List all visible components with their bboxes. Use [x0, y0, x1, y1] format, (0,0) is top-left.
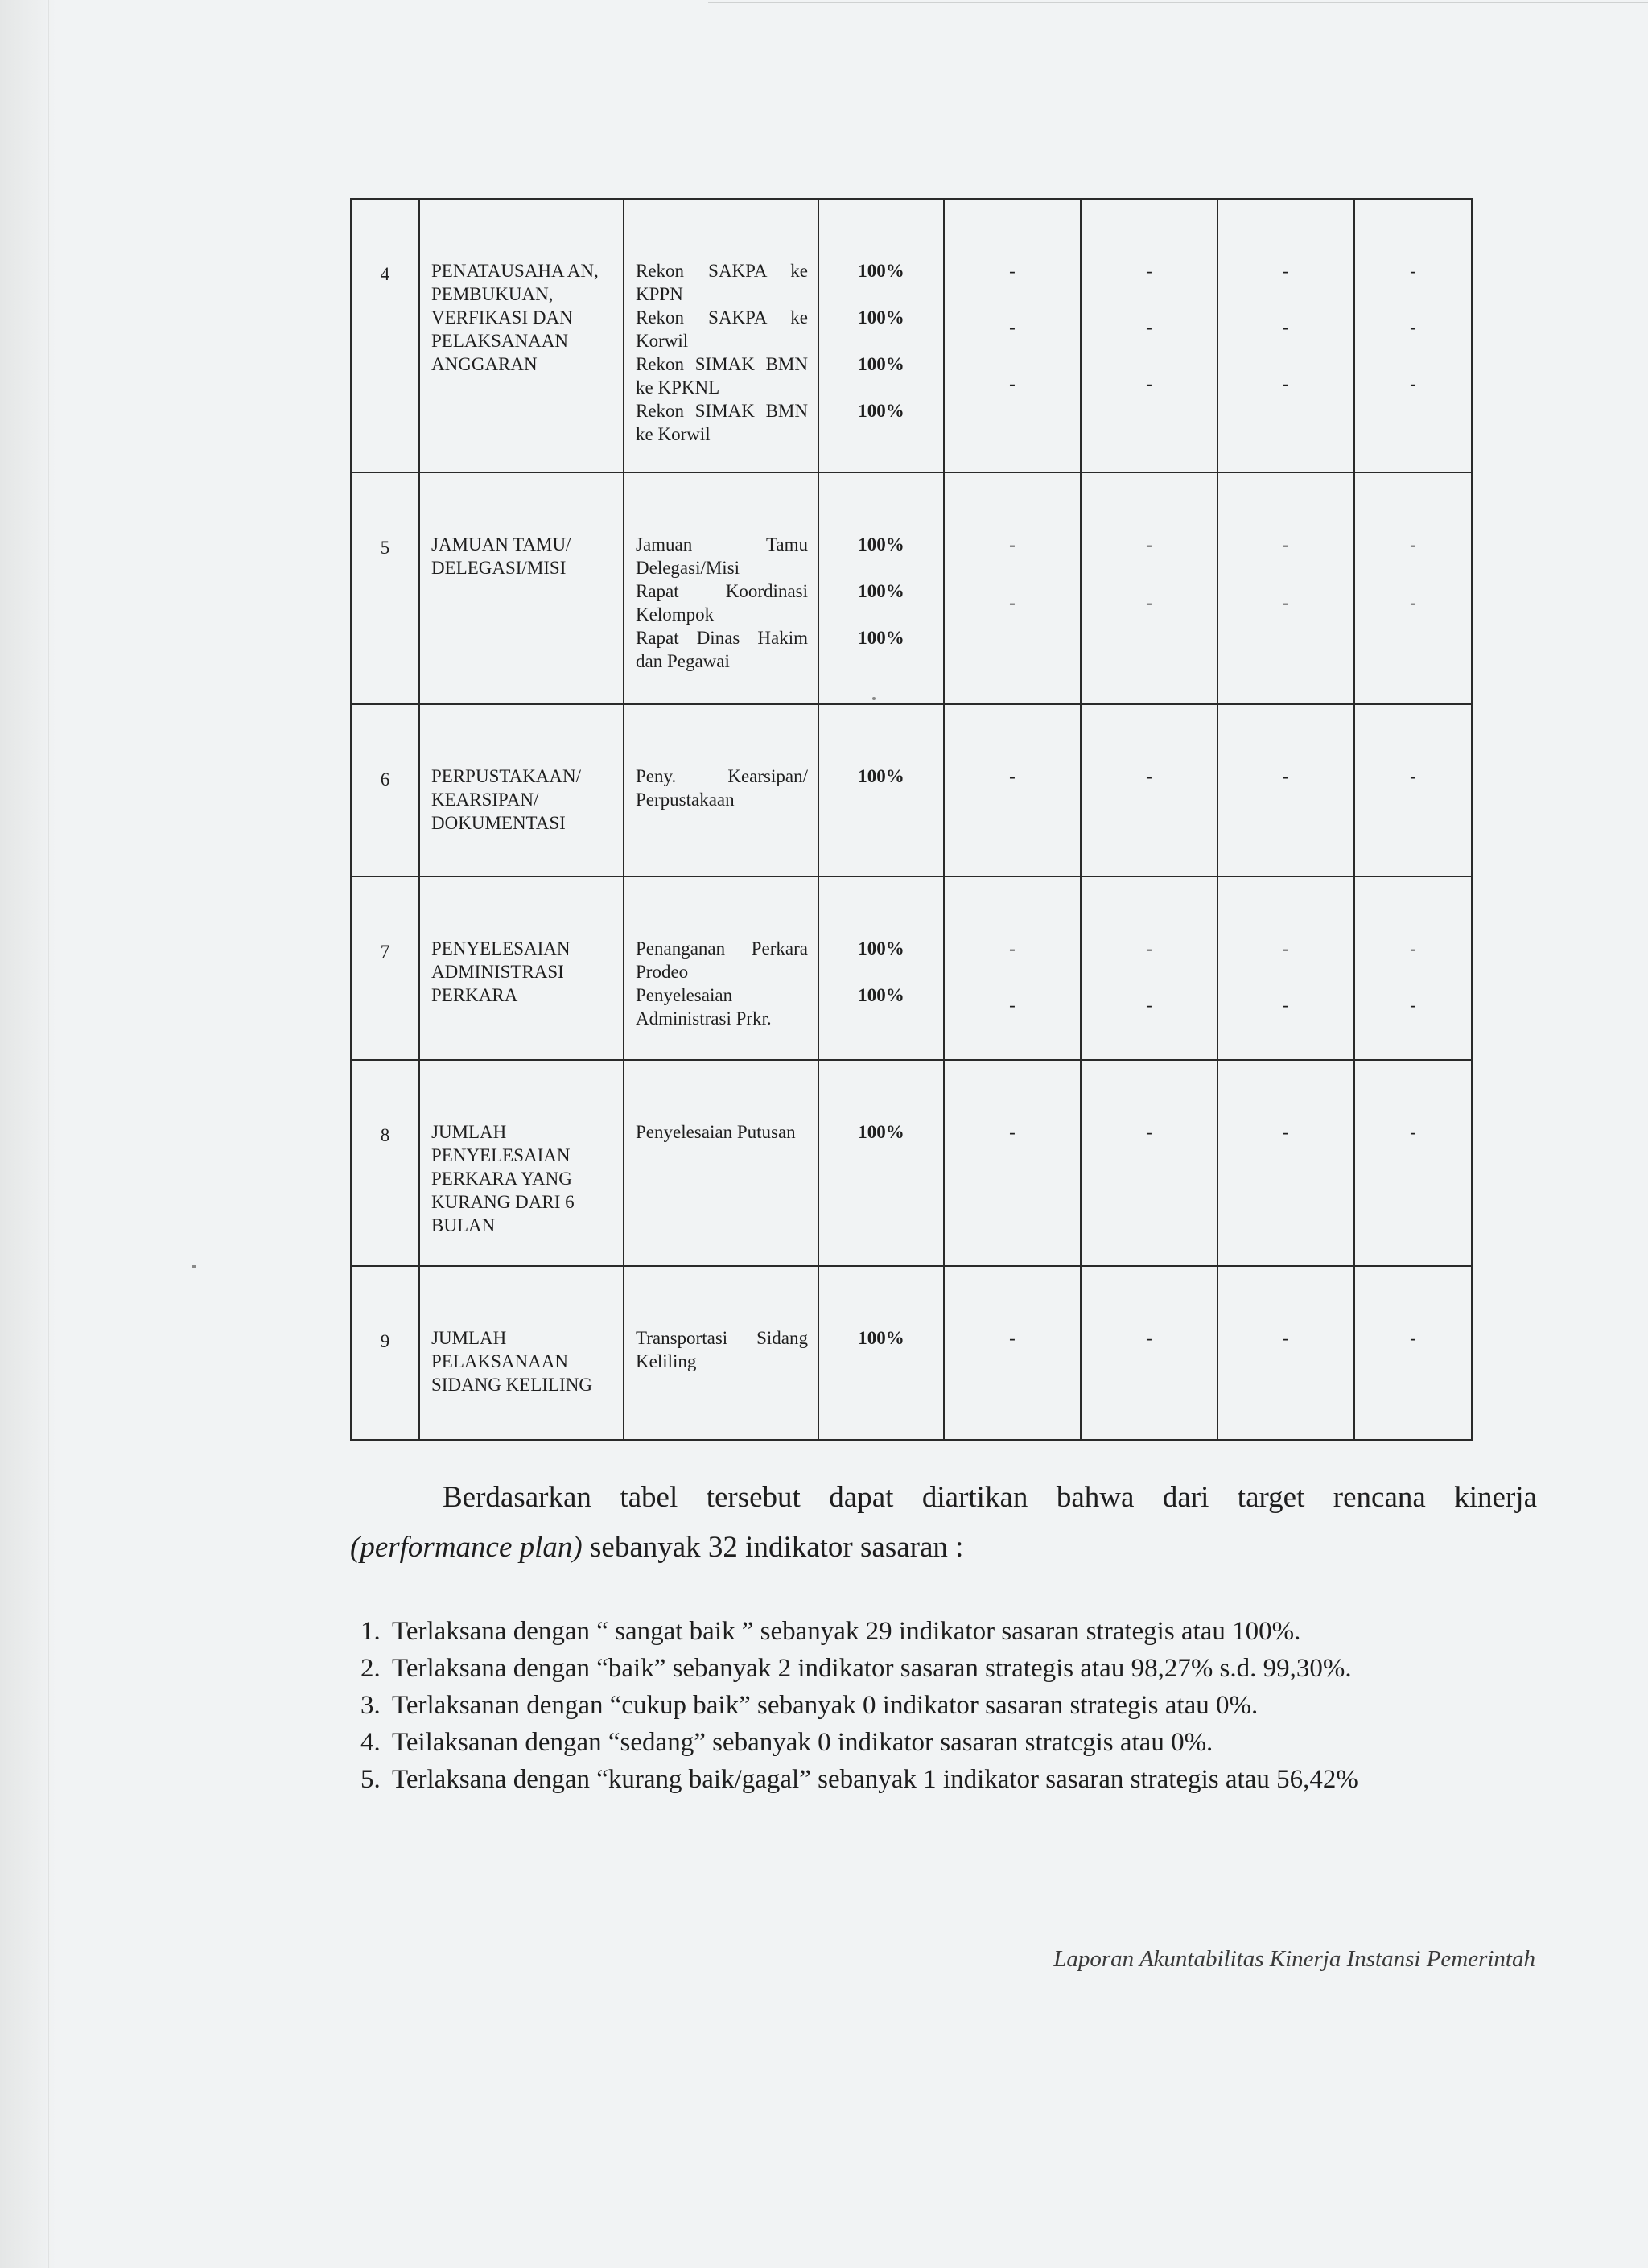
target-value: 100%: [858, 985, 904, 1005]
dash-mark: -: [1009, 592, 1016, 612]
paragraph-rest: sebanyak 32 indikator sasaran :: [582, 1531, 964, 1564]
dash-mark: -: [1283, 995, 1289, 1015]
dash-mark: -: [1146, 534, 1152, 555]
dash-mark: -: [1410, 373, 1416, 394]
row-number: 6: [351, 704, 419, 876]
row-number: 8: [351, 1060, 419, 1266]
dash-mark: -: [1009, 766, 1016, 786]
row-number: 4: [351, 199, 419, 472]
table-row: [351, 199, 1472, 472]
dash-mark: -: [1009, 1328, 1016, 1348]
activity-item: Rekon SAKPA ke KPPN: [636, 261, 808, 304]
realisasi-cell: [1081, 199, 1217, 472]
realisasi-cell: [944, 1266, 1081, 1440]
realisasi-cell: [1081, 1266, 1217, 1440]
activity-cell: [624, 199, 818, 472]
program-name: JAMUAN TAMU/ DELEGASI/MISI: [419, 472, 624, 704]
summary-item: 1. Terlaksana dengan “ sangat baik ” sebanyak 29 indikator sasaran strategis atau 100%.: [387, 1613, 1594, 1650]
realisasi-cell: [1217, 1266, 1354, 1440]
dash-mark: -: [1410, 1328, 1416, 1348]
target-value: 100%: [858, 628, 904, 648]
dash-mark: -: [1283, 373, 1289, 394]
target-value: 100%: [858, 401, 904, 421]
dash-mark: -: [1283, 938, 1289, 959]
realisasi-cell: [1354, 1266, 1472, 1440]
activity-cell: [624, 1266, 818, 1440]
summary-list: [350, 1613, 1594, 1798]
target-value: 100%: [858, 581, 904, 601]
realisasi-cell: [1217, 199, 1354, 472]
activity-item: Rapat Dinas Hakim dan Pegawai: [636, 628, 808, 671]
dash-mark: -: [1410, 592, 1416, 612]
program-name: PERPUSTAKAAN/ KEARSIPAN/ DOKUMENTASI: [419, 704, 624, 876]
target-cell: [818, 1266, 944, 1440]
scan-edge: [0, 0, 49, 2268]
activity-cell: [624, 876, 818, 1060]
dash-mark: -: [1009, 1122, 1016, 1142]
dash-mark: -: [1410, 261, 1416, 281]
table-row: [351, 704, 1472, 876]
activity-item: Penyelesaian Administrasi Prkr.: [636, 985, 772, 1029]
program-name: JUMLAH PENYELESAIAN PERKARA YANG KURANG DARI 6 BULAN: [419, 1060, 624, 1266]
realisasi-cell: [944, 876, 1081, 1060]
activity-item: Penyelesaian Putusan: [636, 1122, 796, 1142]
realisasi-cell: [1354, 704, 1472, 876]
dash-mark: -: [1009, 261, 1016, 281]
realisasi-cell: [1217, 472, 1354, 704]
realisasi-cell: [1354, 876, 1472, 1060]
dash-mark: -: [1410, 1122, 1416, 1142]
summary-item: 5. Terlaksana dengan “kurang baik/gagal” sebanyak 1 indikator sasaran strategis atau 56,42%: [387, 1761, 1594, 1798]
realisasi-cell: [1081, 704, 1217, 876]
realisasi-cell: [1081, 876, 1217, 1060]
dash-mark: -: [1009, 938, 1016, 959]
realisasi-cell: [944, 704, 1081, 876]
conclusion-paragraph: [350, 1473, 1537, 1573]
target-cell: [818, 704, 944, 876]
dash-mark: -: [1146, 261, 1152, 281]
realisasi-cell: [1217, 876, 1354, 1060]
scan-speck: [872, 697, 876, 700]
target-value: 100%: [858, 354, 904, 374]
table-row: [351, 472, 1472, 704]
performance-table: [350, 198, 1473, 1441]
realisasi-cell: [1217, 1060, 1354, 1266]
table-row: [351, 1060, 1472, 1266]
summary-item: 2. Terlaksana dengan “baik” sebanyak 2 indikator sasaran strategis atau 98,27% s.d. 99,30%.: [387, 1650, 1594, 1687]
activity-item: Penanganan Perkara Prodeo: [636, 938, 808, 982]
activity-cell: [624, 1060, 818, 1266]
target-value: 100%: [858, 766, 904, 786]
paragraph-line-1: Berdasarkan tabel tersebut dapat diartikan bahwa dari target rencana kinerja: [443, 1481, 1537, 1514]
activity-item: Jamuan Tamu Delegasi/Misi: [636, 534, 808, 578]
dash-mark: -: [1283, 766, 1289, 786]
activity-item: Peny. Kearsipan/ Perpustakaan: [636, 766, 808, 810]
target-cell: [818, 1060, 944, 1266]
dash-mark: -: [1146, 317, 1152, 337]
paragraph-italic: (performance plan): [350, 1531, 583, 1564]
target-cell: [818, 876, 944, 1060]
target-cell: [818, 199, 944, 472]
dash-mark: -: [1146, 938, 1152, 959]
target-value: 100%: [858, 307, 904, 328]
activity-item: Rekon SIMAK BMN ke KPKNL: [636, 354, 808, 398]
dash-mark: -: [1410, 938, 1416, 959]
dash-mark: -: [1283, 534, 1289, 555]
target-value: 100%: [858, 938, 904, 959]
target-cell: [818, 472, 944, 704]
activity-item: Rekon SIMAK BMN ke Korwil: [636, 401, 808, 444]
summary-item: 3. Terlaksanan dengan “cukup baik” sebanyak 0 indikator sasaran strategis atau 0%.: [387, 1687, 1594, 1724]
activity-item: Transportasi Sidang Keliling: [636, 1328, 808, 1371]
activity-cell: [624, 472, 818, 704]
target-value: 100%: [858, 261, 904, 281]
dash-mark: -: [1009, 534, 1016, 555]
activity-item: Rapat Koordinasi Kelompok: [636, 581, 808, 625]
dash-mark: -: [1146, 1328, 1152, 1348]
dash-mark: -: [1146, 373, 1152, 394]
target-value: 100%: [858, 1328, 904, 1348]
table-row: [351, 1266, 1472, 1440]
scan-top-line: [708, 2, 1648, 3]
realisasi-cell: [1081, 472, 1217, 704]
dash-mark: -: [1146, 592, 1152, 612]
dash-mark: -: [1146, 995, 1152, 1015]
realisasi-cell: [944, 199, 1081, 472]
dash-mark: -: [1283, 317, 1289, 337]
activity-item: Rekon SAKPA ke Korwil: [636, 307, 808, 351]
realisasi-cell: [1217, 704, 1354, 876]
dash-mark: -: [1283, 1122, 1289, 1142]
dash-mark: -: [1410, 534, 1416, 555]
dash-mark: -: [1283, 1328, 1289, 1348]
dash-mark: -: [1146, 1122, 1152, 1142]
realisasi-cell: [1354, 199, 1472, 472]
target-value: 100%: [858, 534, 904, 555]
realisasi-cell: [1354, 1060, 1472, 1266]
dash-mark: -: [1410, 995, 1416, 1015]
realisasi-cell: [944, 1060, 1081, 1266]
realisasi-cell: [944, 472, 1081, 704]
program-name: PENATAUSAHA AN, PEMBUKUAN, VERFIKASI DAN PELAKSANAAN ANGGARAN: [419, 199, 624, 472]
dash-mark: -: [1009, 373, 1016, 394]
dash-mark: -: [1283, 261, 1289, 281]
dash-mark: -: [1009, 995, 1016, 1015]
row-number: 5: [351, 472, 419, 704]
dash-mark: -: [1410, 317, 1416, 337]
dash-mark: -: [1146, 766, 1152, 786]
program-name: PENYELESAIAN ADMINISTRASI PERKARA: [419, 876, 624, 1060]
row-number: 9: [351, 1266, 419, 1440]
realisasi-cell: [1354, 472, 1472, 704]
dash-mark: -: [1410, 766, 1416, 786]
summary-item: 4. Teilaksanan dengan “sedang” sebanyak 0 indikator sasaran stratcgis atau 0%.: [387, 1724, 1594, 1761]
activity-cell: [624, 704, 818, 876]
row-number: 7: [351, 876, 419, 1060]
table-row: [351, 876, 1472, 1060]
program-name: JUMLAH PELAKSANAAN SIDANG KELILING: [419, 1266, 624, 1440]
realisasi-cell: [1081, 1060, 1217, 1266]
scan-speck: [192, 1265, 196, 1268]
target-value: 100%: [858, 1122, 904, 1142]
dash-mark: -: [1009, 317, 1016, 337]
page-footer: Laporan Akuntabilitas Kinerja Instansi Pemerintah: [1053, 1946, 1535, 1972]
dash-mark: -: [1283, 592, 1289, 612]
